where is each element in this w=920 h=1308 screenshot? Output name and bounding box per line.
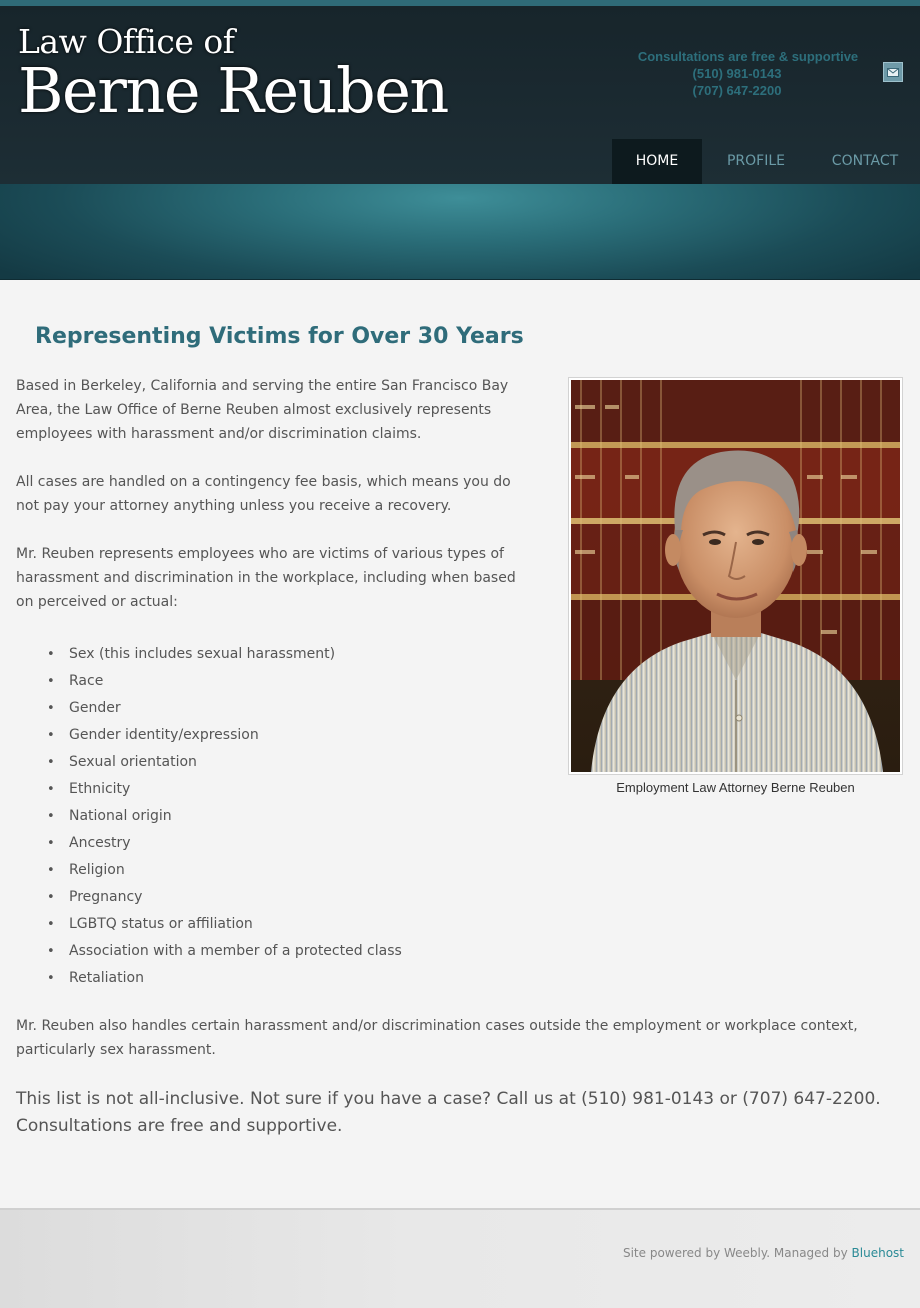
list-item: • Sexual orientation bbox=[45, 750, 525, 777]
closing-paragraph: This list is not all-inclusive. Not sure if you have a case? Call us at (510) 981-0143 or (707) 647-2200. Consultations are free and supportive. bbox=[16, 1089, 881, 1136]
nav-profile[interactable]: PROFILE bbox=[726, 153, 786, 169]
footer-text: Site powered by Weebly. Managed by bbox=[622, 1246, 852, 1260]
logo-line2: Berne Reuben bbox=[18, 54, 448, 127]
list-item: • Sex (this includes sexual harassment) bbox=[45, 642, 525, 669]
list-item: • Pregnancy bbox=[45, 885, 525, 912]
outside-context-paragraph: Mr. Reuben also handles certain harassment and/or discrimination cases outside the employment or workplace context, particularly sex harassment. bbox=[16, 1018, 858, 1058]
site-footer bbox=[0, 1208, 920, 1308]
list-item: • Race bbox=[45, 669, 525, 696]
intro-text bbox=[16, 374, 536, 638]
logo-line1: Law Office of bbox=[18, 22, 235, 61]
list-item: • LGBTQ status or affiliation bbox=[45, 912, 525, 939]
fee-paragraph: All cases are handled on a contingency fee basis, which means you do not pay your attorney anything unless you receive a recovery. bbox=[16, 474, 511, 514]
list-item: • Association with a member of a protected class bbox=[45, 939, 525, 966]
list-item: • Ethnicity bbox=[45, 777, 525, 804]
mail-icon[interactable] bbox=[883, 62, 903, 82]
consultation-text: Consultations are free & supportive bbox=[637, 49, 859, 64]
photo-caption: Employment Law Attorney Berne Reuben bbox=[616, 780, 855, 795]
phone-number-2[interactable]: (707) 647-2200 bbox=[692, 83, 782, 98]
header-banner bbox=[0, 184, 920, 280]
list-item: • Ancestry bbox=[45, 831, 525, 858]
site-logo[interactable] bbox=[18, 22, 448, 127]
bluehost-link[interactable]: Bluehost bbox=[851, 1246, 904, 1260]
nav-contact[interactable]: CONTACT bbox=[831, 153, 899, 169]
attorney-portrait-illustration bbox=[571, 380, 900, 772]
representation-paragraph: Mr. Reuben represents employees who are victims of various types of harassment and discrimination in the workplace, including when based on perceived or actual: bbox=[16, 546, 516, 610]
list-item: • Retaliation bbox=[45, 966, 525, 993]
page-heading: Representing Victims for Over 30 Years bbox=[35, 324, 524, 349]
intro-paragraph: Based in Berkeley, California and serving the entire San Francisco Bay Area, the Law Office of Berne Reuben almost exclusively represents employees with harassment and/or discrimination claims. bbox=[16, 378, 509, 442]
main-nav bbox=[612, 139, 920, 184]
list-item: • Gender bbox=[45, 696, 525, 723]
attorney-photo[interactable] bbox=[568, 377, 903, 775]
list-item: • National origin bbox=[45, 804, 525, 831]
list-item: • Gender identity/expression bbox=[45, 723, 525, 750]
phone-number-1[interactable]: (510) 981-0143 bbox=[692, 66, 782, 81]
footer-credits bbox=[623, 1246, 904, 1260]
protected-classes-list bbox=[45, 642, 525, 993]
consultation-info bbox=[620, 48, 876, 99]
list-item: • Religion bbox=[45, 858, 525, 885]
nav-home[interactable]: HOME bbox=[612, 139, 702, 184]
